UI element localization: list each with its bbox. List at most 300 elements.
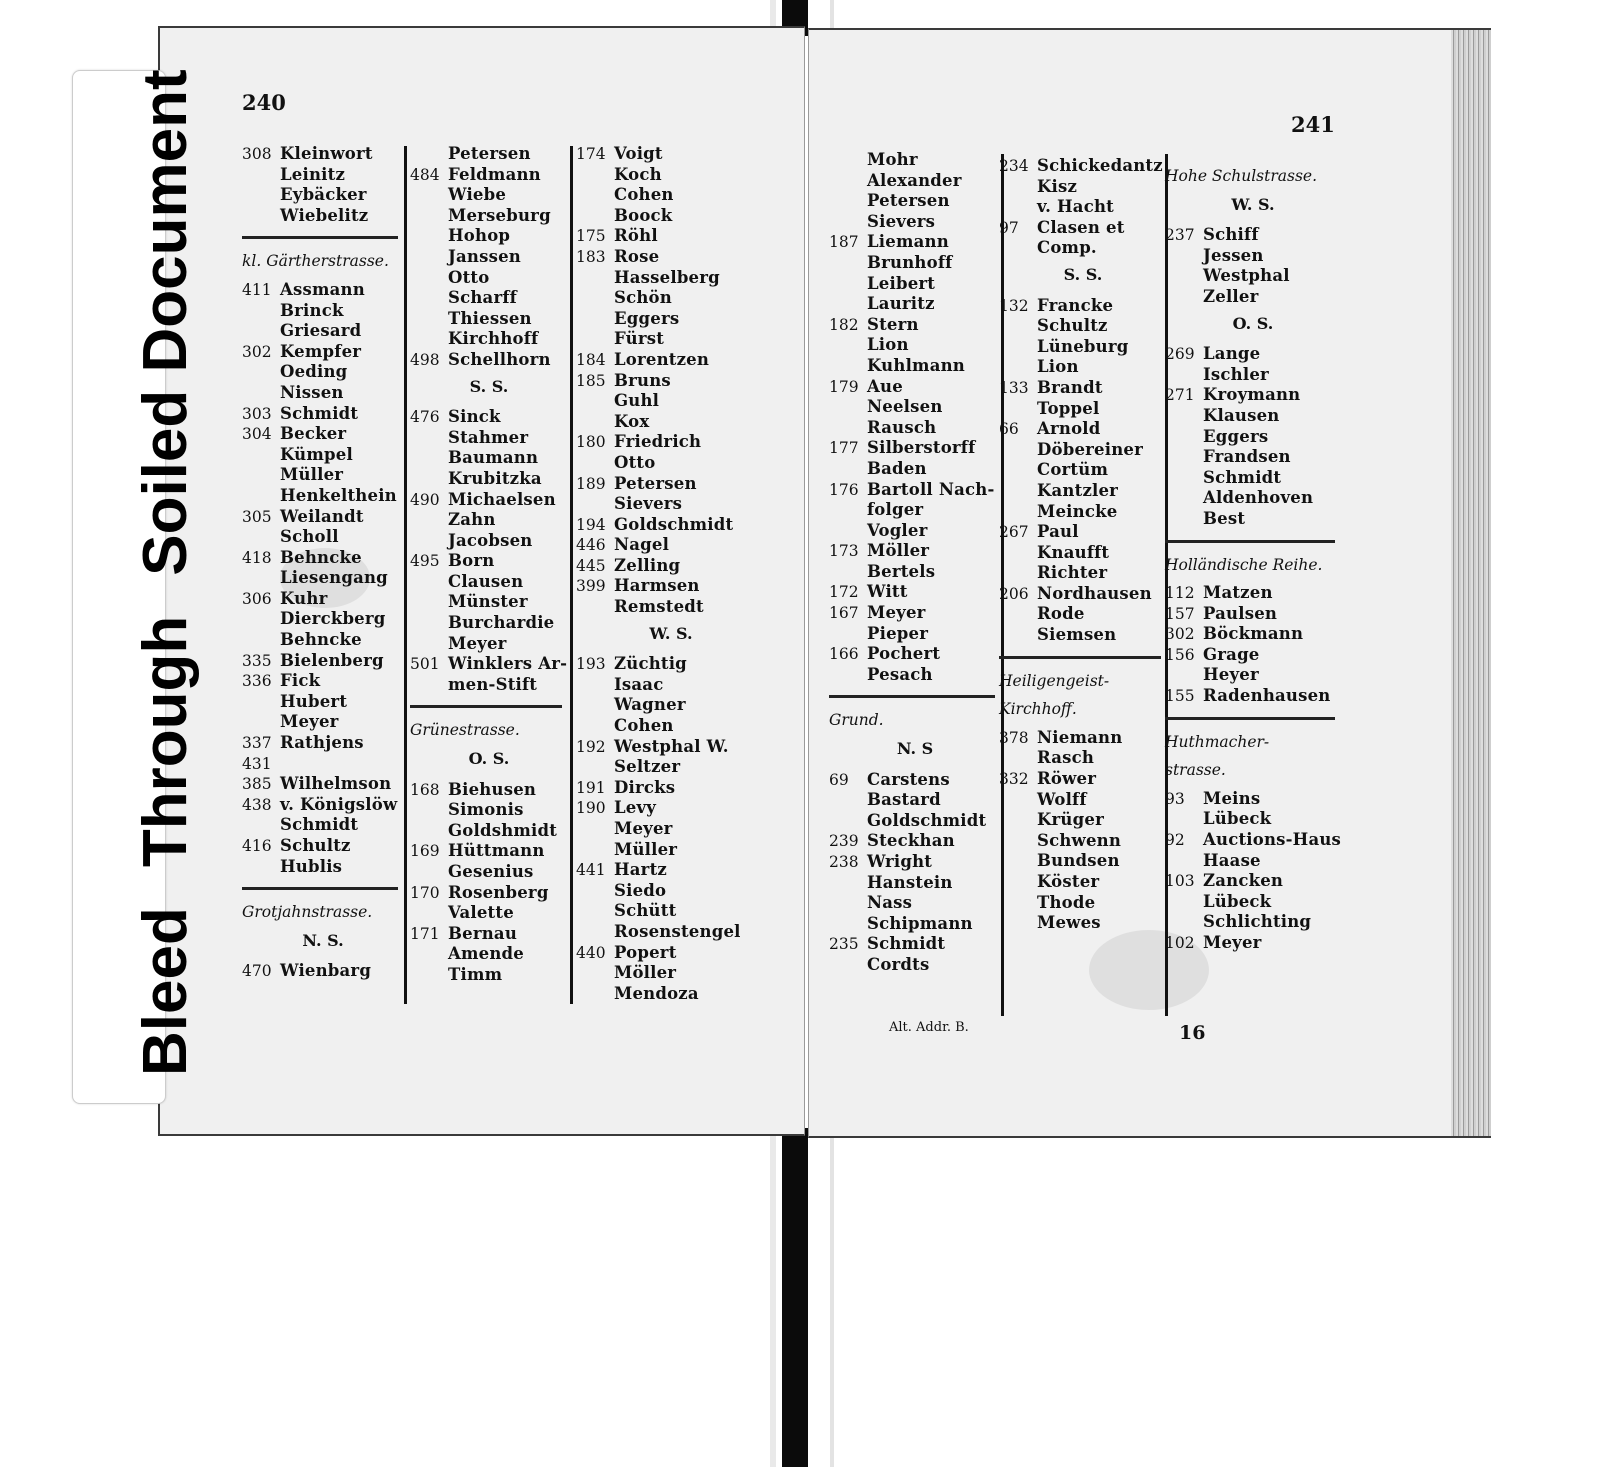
section-rule (829, 695, 995, 698)
resident-name: Schultz (1037, 316, 1108, 336)
house-number (999, 748, 1037, 769)
side-heading: W. S. (1231, 194, 1275, 214)
resident-name: Lauritz (867, 294, 935, 314)
resident-name: Guhl (614, 391, 660, 411)
directory-entry (242, 185, 404, 206)
house-number (242, 445, 280, 466)
directory-entry (999, 378, 1167, 399)
resident-name: Jessen (1203, 245, 1264, 265)
resident-name: Klausen (1203, 405, 1280, 425)
directory-entry (576, 391, 766, 412)
resident-name: Assmann (280, 279, 365, 299)
resident-name: Levy (614, 798, 657, 818)
directory-entry (829, 873, 1001, 894)
directory-entry (829, 212, 1001, 233)
resident-name: Clasen et (1037, 217, 1125, 237)
directory-entry (242, 733, 404, 754)
resident-name: Oeding (280, 362, 348, 382)
directory-entry (410, 490, 568, 511)
side-heading: S. S. (469, 376, 509, 396)
directory-entry (829, 315, 1001, 336)
house-number (242, 815, 280, 836)
house-number (999, 810, 1037, 831)
house-number: 185 (576, 371, 606, 390)
house-number (242, 630, 280, 651)
directory-entry (829, 811, 1001, 832)
side-heading: N. S. (302, 930, 344, 950)
resident-name: Auctions-Haus (1203, 830, 1342, 850)
directory-entry (576, 350, 766, 371)
resident-name: Wilhelmson (280, 774, 392, 794)
resident-name: Knaufft (1037, 542, 1110, 562)
house-number (410, 329, 448, 350)
directory-entry (242, 774, 404, 795)
directory-entry (410, 531, 568, 552)
right-column-1 (829, 150, 1001, 976)
house-number (242, 301, 280, 322)
directory-entry (1165, 892, 1341, 913)
directory-entry (242, 548, 404, 569)
resident-name: Burchardie (448, 613, 555, 633)
resident-name: men-Stift (448, 674, 538, 694)
house-number: 194 (576, 515, 606, 534)
house-number (576, 309, 614, 330)
resident-name: Henkelthein (280, 485, 397, 505)
resident-name: Griesard (280, 321, 362, 341)
resident-name: Lorentzen (614, 349, 710, 369)
resident-name: Pesach (867, 664, 933, 684)
house-number (242, 857, 280, 878)
house-number: 446 (576, 536, 606, 555)
house-number (999, 893, 1037, 914)
directory-entry (410, 944, 568, 965)
resident-name: Feldmann (448, 164, 541, 184)
resident-name: Köster (1037, 872, 1100, 891)
resident-name: Bernau (448, 923, 518, 943)
resident-name: Stahmer (448, 427, 529, 447)
resident-name: Kleinwort (280, 144, 373, 163)
resident-name: Witt (867, 582, 908, 602)
resident-name: Behncke (280, 630, 362, 650)
resident-name: Eggers (614, 308, 680, 328)
house-number: 184 (576, 350, 606, 369)
directory-entry (242, 362, 404, 383)
house-number: 190 (576, 799, 606, 818)
resident-name: Baumann (448, 448, 539, 468)
house-number: 267 (999, 523, 1029, 542)
resident-name: Lion (1037, 357, 1079, 377)
directory-entry (1165, 225, 1341, 246)
resident-name: Goldschmidt (614, 514, 734, 534)
house-number: 157 (1165, 604, 1195, 623)
resident-name: Kox (614, 411, 650, 431)
house-number (576, 716, 614, 737)
resident-name: Krubitzka (448, 468, 542, 488)
house-number (242, 692, 280, 713)
directory-entry (410, 469, 568, 490)
resident-name: Bielenberg (280, 650, 384, 670)
house-number (410, 821, 448, 842)
directory-entry (999, 399, 1167, 420)
directory-entry (242, 568, 404, 589)
resident-name: Rose (614, 246, 660, 266)
house-number (410, 531, 448, 552)
resident-name: Kempfer (280, 341, 362, 361)
resident-name: Comp. (1037, 238, 1097, 258)
directory-entry (242, 692, 404, 713)
directory-entry (576, 412, 766, 433)
house-number (999, 399, 1037, 420)
page-number-right: 241 (1291, 112, 1335, 137)
house-number (1165, 365, 1203, 386)
resident-name: Wagner (614, 695, 686, 715)
house-number (410, 469, 448, 490)
resident-name: Kroymann (1203, 385, 1301, 405)
resident-name: Cohen (614, 185, 674, 205)
house-number (410, 448, 448, 469)
resident-name: Behncke (280, 547, 362, 567)
directory-entry (576, 535, 766, 556)
resident-name: Zeller (1203, 286, 1259, 306)
directory-entry (829, 624, 1001, 645)
resident-name: Westphal W. (614, 736, 729, 756)
directory-entry (576, 144, 766, 165)
resident-name: Cordts (867, 954, 930, 974)
house-number (242, 165, 280, 186)
binding-clamp-bottom (782, 1128, 808, 1467)
house-number: 234 (999, 157, 1029, 175)
house-number (829, 171, 867, 192)
house-number: 182 (829, 315, 859, 334)
directory-entry (242, 630, 404, 651)
house-number (999, 913, 1037, 934)
house-number (242, 527, 280, 548)
directory-entry (1165, 912, 1341, 933)
resident-name: Thiessen (448, 308, 532, 328)
directory-entry (410, 903, 568, 924)
house-number (576, 695, 614, 716)
house-number (1165, 266, 1203, 287)
resident-name: Leibert (867, 273, 936, 293)
house-number (999, 604, 1037, 625)
resident-name: Baden (867, 458, 927, 478)
directory-entry (410, 448, 568, 469)
house-number: 112 (1165, 584, 1195, 603)
house-number: 302 (1165, 625, 1195, 644)
directory-entry (410, 965, 568, 986)
house-number (576, 757, 614, 778)
resident-name: Valette (448, 903, 514, 923)
directory-entry (999, 563, 1167, 584)
resident-name: Röwer (1037, 769, 1097, 789)
directory-entry (242, 165, 404, 186)
directory-entry (410, 883, 568, 904)
resident-name: Richter (1037, 563, 1108, 583)
resident-name: Frandsen (1203, 447, 1291, 467)
house-number: 179 (829, 377, 859, 396)
resident-name: Francke (1037, 295, 1114, 315)
house-number (576, 329, 614, 350)
directory-entry (410, 288, 568, 309)
resident-name: Rosenstengel (614, 921, 741, 941)
resident-name: Sievers (867, 211, 936, 231)
resident-name: Bartoll Nach- (867, 479, 995, 499)
directory-entry (1165, 933, 1341, 954)
directory-entry (576, 165, 766, 186)
house-number (576, 901, 614, 922)
resident-name: Kantzler (1037, 480, 1119, 500)
house-number: 237 (1165, 226, 1195, 245)
house-number (576, 206, 614, 227)
directory-entry (829, 232, 1001, 253)
house-number: 175 (576, 227, 606, 246)
directory-entry (410, 841, 568, 862)
directory-entry (999, 604, 1167, 625)
house-number (1165, 406, 1203, 427)
house-number: 172 (829, 583, 859, 602)
directory-entry (576, 576, 766, 597)
directory-entry (410, 634, 568, 655)
house-number (1165, 665, 1203, 686)
directory-entry (1165, 583, 1341, 604)
directory-entry (242, 301, 404, 322)
directory-entry (1165, 266, 1341, 287)
directory-entry (410, 407, 568, 428)
resident-name: Zahn (448, 510, 496, 530)
house-number (829, 191, 867, 212)
resident-name: Lüneburg (1037, 336, 1129, 356)
directory-entry (410, 592, 568, 613)
house-number (410, 800, 448, 821)
directory-entry (829, 397, 1001, 418)
house-number: 304 (242, 425, 272, 444)
house-number (829, 873, 867, 894)
house-number: 308 (242, 145, 272, 163)
directory-entry (999, 625, 1167, 646)
side-heading: O. S. (468, 749, 510, 769)
directory-entry (1165, 427, 1341, 448)
resident-name: Brinck (280, 300, 344, 320)
house-number (410, 965, 448, 986)
resident-name: Hanstein (867, 872, 953, 892)
house-number (999, 440, 1037, 461)
resident-name: Meyer (1203, 933, 1262, 952)
resident-name: Kirchhoff (448, 329, 539, 349)
directory-entry (999, 419, 1167, 440)
house-number (410, 675, 448, 696)
resident-name: Müller (614, 839, 678, 859)
resident-name: Ischler (1203, 364, 1269, 384)
directory-entry (999, 769, 1167, 790)
resident-name: Möller (614, 963, 677, 983)
street-heading: Grund. (829, 711, 884, 730)
resident-name: Meyer (614, 819, 673, 838)
house-number: 498 (410, 350, 440, 369)
directory-entry (829, 356, 1001, 377)
directory-entry (1165, 624, 1341, 645)
directory-entry (829, 500, 1001, 521)
house-number (576, 288, 614, 309)
directory-entry (410, 654, 568, 675)
house-number: 378 (999, 728, 1029, 747)
directory-entry (1165, 406, 1341, 427)
directory-entry (242, 836, 404, 857)
house-number (242, 568, 280, 589)
house-number: 418 (242, 548, 272, 567)
resident-name: Rausch (867, 417, 937, 437)
directory-entry (576, 206, 766, 227)
resident-name: Müller (280, 465, 344, 485)
resident-name: Nagel (614, 535, 670, 555)
resident-name: Matzen (1203, 583, 1273, 603)
directory-entry (410, 309, 568, 330)
house-number (999, 543, 1037, 564)
directory-entry (829, 893, 1001, 914)
house-number: 235 (829, 935, 859, 954)
house-number (829, 356, 867, 377)
directory-entry (576, 963, 766, 984)
directory-entry (1165, 344, 1341, 365)
directory-entry (410, 780, 568, 801)
stamp-word-soiled: Soiled Document (131, 69, 200, 576)
resident-name: Meincke (1037, 501, 1118, 521)
house-number (1165, 851, 1203, 872)
resident-name: Fick (280, 671, 321, 691)
directory-entry (576, 329, 766, 350)
directory-entry (410, 350, 568, 371)
house-number: 490 (410, 490, 440, 509)
resident-name: Hubert (280, 691, 348, 711)
street-heading: Hohe Schulstrasse. (1165, 167, 1317, 185)
resident-name: Bruns (614, 370, 671, 390)
directory-entry (576, 226, 766, 247)
house-number (410, 903, 448, 924)
resident-name: Popert (614, 942, 677, 962)
resident-name: Simonis (448, 800, 524, 820)
street-heading: strasse. (1165, 761, 1226, 780)
resident-name: Dircks (614, 777, 676, 797)
house-number: 170 (410, 883, 440, 902)
resident-name: Liemann (867, 232, 949, 252)
directory-entry (999, 156, 1167, 177)
house-number (829, 624, 867, 645)
resident-name: Nissen (280, 382, 344, 402)
house-number (576, 494, 614, 515)
directory-entry (576, 737, 766, 758)
resident-name: folger (867, 500, 924, 520)
resident-name: Boock (614, 205, 673, 225)
house-number: 438 (242, 795, 272, 814)
resident-name: Lübeck (1203, 891, 1272, 911)
directory-entry (829, 150, 1001, 171)
directory-entry (576, 268, 766, 289)
directory-entry (999, 357, 1167, 378)
resident-name: Scholl (280, 527, 339, 547)
directory-entry (242, 206, 404, 227)
resident-name: Remstedt (614, 597, 704, 617)
house-number: 305 (242, 507, 272, 526)
directory-entry (1165, 851, 1341, 872)
directory-entry (1165, 871, 1341, 892)
directory-entry (1165, 287, 1341, 308)
directory-entry (410, 329, 568, 350)
house-number (576, 412, 614, 433)
house-number (829, 955, 867, 976)
house-number: 399 (576, 577, 606, 596)
directory-entry (576, 371, 766, 392)
directory-entry (999, 337, 1167, 358)
resident-name: Leinitz (280, 164, 346, 184)
right-column-2 (999, 156, 1167, 934)
resident-name: Krüger (1037, 810, 1104, 830)
resident-name: Eggers (1203, 426, 1269, 446)
directory-entry (829, 438, 1001, 459)
directory-entry (410, 572, 568, 593)
resident-name: Meins (1203, 788, 1261, 808)
side-heading: N. S (896, 739, 934, 759)
resident-name: Rode (1037, 604, 1085, 624)
house-number (1165, 912, 1203, 933)
resident-name: Brunhoff (867, 252, 953, 272)
section-rule (410, 705, 562, 708)
directory-entry (1165, 665, 1341, 686)
house-number: 239 (829, 832, 859, 851)
directory-entry (829, 770, 1001, 791)
resident-name: Meyer (280, 712, 339, 732)
house-number: 445 (576, 556, 606, 575)
directory-entry (829, 459, 1001, 480)
resident-name: Liesengang (280, 568, 388, 588)
directory-entry (410, 675, 568, 696)
house-number (410, 185, 448, 206)
directory-entry (576, 453, 766, 474)
directory-entry (576, 654, 766, 675)
house-number: 335 (242, 651, 272, 670)
directory-entry (829, 603, 1001, 624)
street-heading: Heiligengeist- (999, 671, 1110, 690)
house-number (999, 851, 1037, 872)
directory-entry (576, 716, 766, 737)
resident-name: Pieper (867, 623, 929, 643)
directory-entry (242, 144, 404, 165)
directory-entry (576, 860, 766, 881)
resident-name: Nass (867, 893, 913, 913)
directory-entry (829, 171, 1001, 192)
directory-entry (242, 589, 404, 610)
resident-name: Hasselberg (614, 267, 720, 287)
directory-entry (999, 831, 1167, 852)
house-number (829, 665, 867, 686)
house-number (410, 309, 448, 330)
resident-name: Zelling (614, 555, 681, 575)
resident-name: Janssen (448, 246, 521, 266)
resident-name: Möller (867, 541, 930, 561)
resident-name: Pochert (867, 644, 941, 664)
house-number: 176 (829, 480, 859, 499)
house-number (576, 881, 614, 902)
directory-entry (829, 521, 1001, 542)
resident-name: Aldenhoven (1203, 488, 1314, 508)
left-page (158, 26, 805, 1136)
house-number: 169 (410, 842, 440, 861)
directory-entry (242, 754, 404, 775)
house-number (410, 247, 448, 268)
house-number (576, 963, 614, 984)
signature-mark: 16 (1179, 1022, 1206, 1044)
house-number (576, 185, 614, 206)
directory-entry (576, 185, 766, 206)
house-number: 269 (1165, 345, 1195, 364)
